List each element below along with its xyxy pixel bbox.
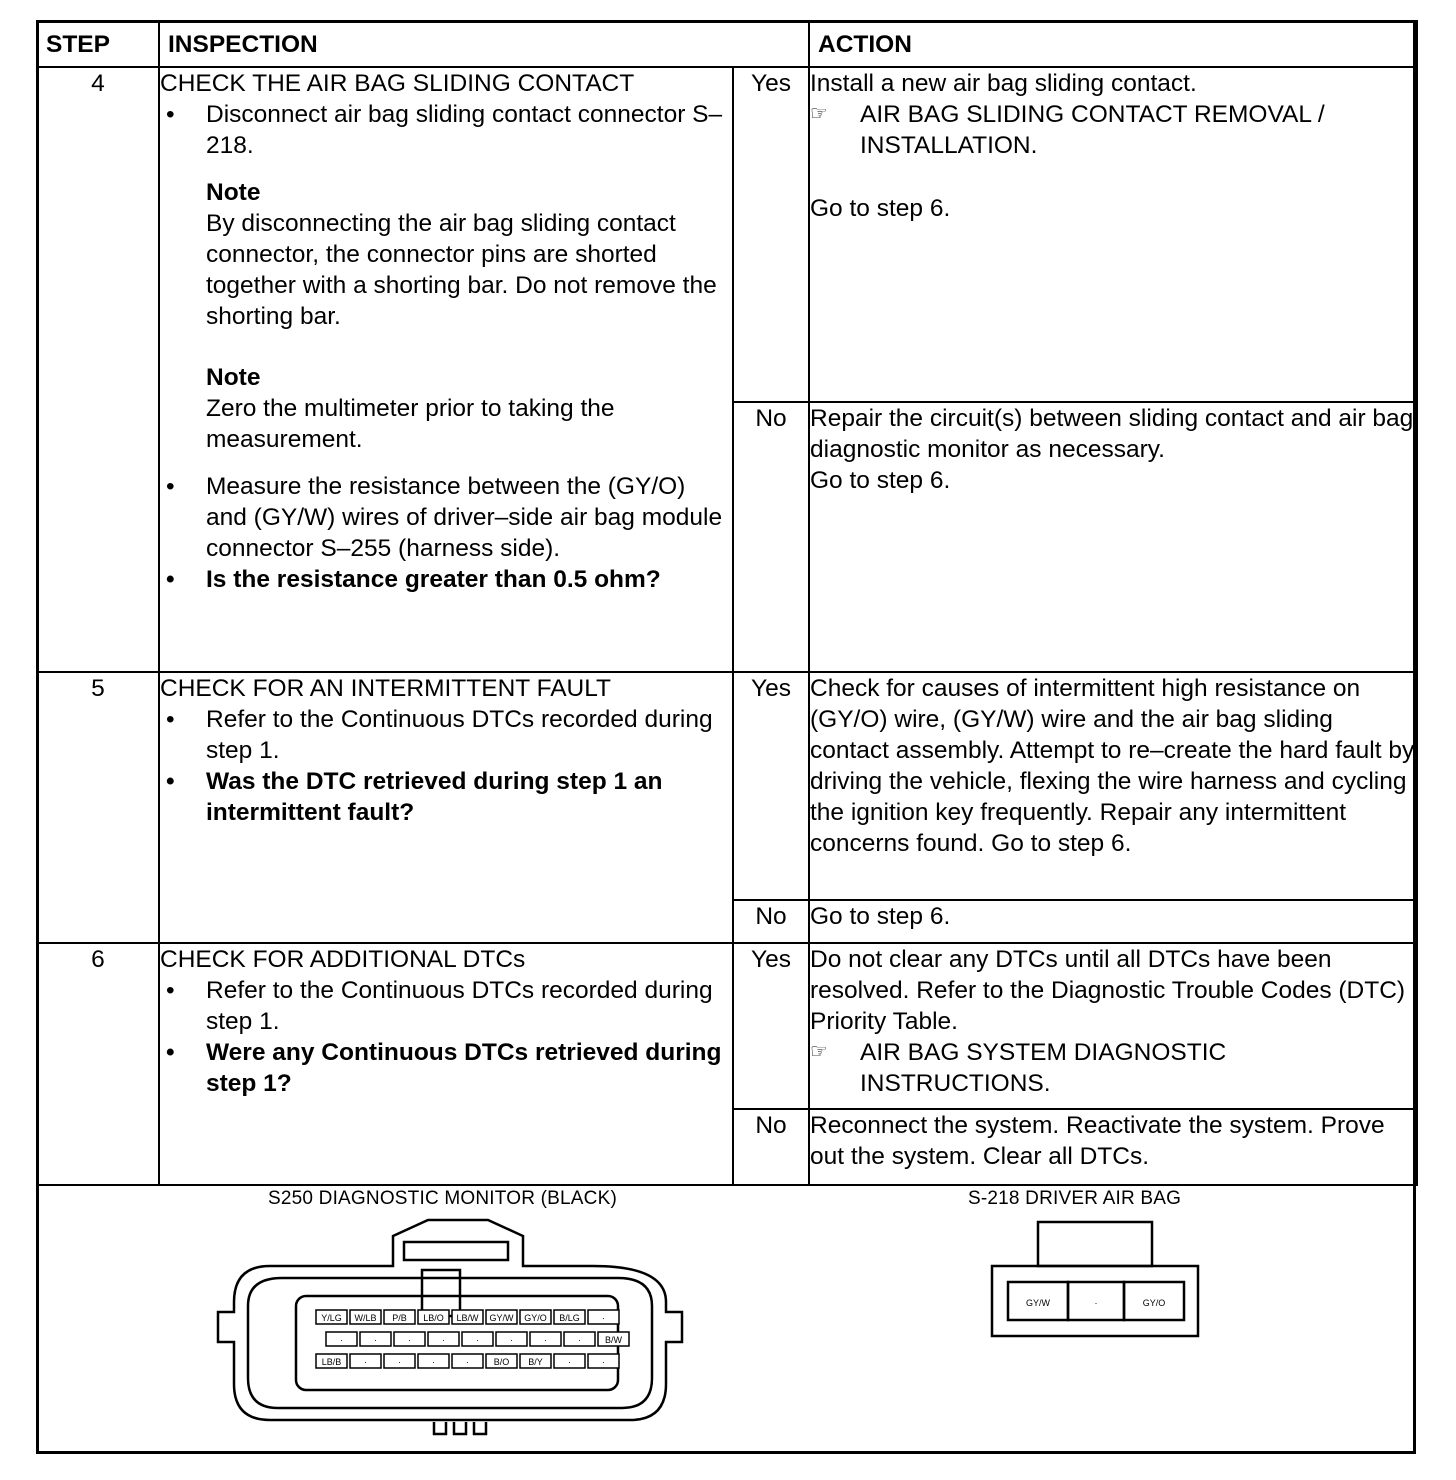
step-5-yes-label: Yes xyxy=(733,672,809,900)
pointing-hand-icon: ☞ xyxy=(810,1041,828,1063)
s250-row-2-pin-label: · xyxy=(340,1335,343,1345)
step-4-note-2-label: Note xyxy=(206,364,261,391)
pointing-hand-icon: ☞ xyxy=(810,103,828,125)
s218-pin-label: GY/O xyxy=(1142,1298,1166,1308)
step-6-no-action: Reconnect the system. Reactivate the system. Prove out the system. Clear all DTCs. xyxy=(809,1109,1417,1185)
step-5-bullet-2: • Was the DTC retrieved during step 1 an intermittent fault? xyxy=(160,766,732,828)
step-4-bullet-2: • Measure the resistance between the (GY/O) and (GY/W) wires of driver–side air bag module connector S–255 (harness side). xyxy=(160,471,732,564)
step-4-no-text: Repair the circuit(s) between sliding contact and air bag diagnostic monitor as necessary. xyxy=(810,405,1414,463)
header-inspection: INSPECTION xyxy=(159,21,809,67)
step-4-no-goto: Go to step 6. xyxy=(810,467,951,494)
s218-caption: S-218 DRIVER AIR BAG xyxy=(968,1188,1182,1209)
step-4-yes-row xyxy=(37,67,1417,402)
diagnostic-table xyxy=(36,20,1418,1186)
s250-row-1-pin-label: LB/W xyxy=(456,1313,479,1323)
step-6-yes-reference-text: AIR BAG SYSTEM DIAGNOSTIC INSTRUCTIONS. xyxy=(860,1039,1227,1097)
s250-row-3-pin-label: LB/B xyxy=(321,1357,342,1367)
s250-row-3-pin-label: B/O xyxy=(493,1357,510,1367)
step-5-yes-action: Check for causes of intermittent high resistance on (GY/O) wire, (GY/W) wire and the air bag sliding contact assembly. Attempt to re–create the hard fault by driving the vehicle, flexing the wire harness and cycling the ignition key frequently. Repair any intermittent concerns found. Go to step 6. xyxy=(809,672,1417,900)
step-6-title: CHECK FOR ADDITIONAL DTCs xyxy=(160,946,526,973)
s218-pin-label: GY/W xyxy=(1026,1298,1050,1308)
step-6-yes-label: Yes xyxy=(733,943,809,1109)
s250-row-1-pin-label: LB/O xyxy=(423,1313,444,1323)
step-4-note-2-text: Zero the multimeter prior to taking the measurement. xyxy=(206,395,615,453)
s250-row-1-pin-label: B/LG xyxy=(559,1313,580,1323)
step-4-title: CHECK THE AIR BAG SLIDING CONTACT xyxy=(160,70,635,97)
s250-row-1-pin-label: P/B xyxy=(392,1313,407,1323)
s250-row-1-pin-label: · xyxy=(602,1313,605,1323)
s250-row-3-pin-label: · xyxy=(398,1357,401,1367)
s250-caption: S250 DIAGNOSTIC MONITOR (BLACK) xyxy=(268,1188,617,1209)
connector-diagrams xyxy=(38,1186,1414,1452)
step-4-bullet-3: • Is the resistance greater than 0.5 ohm? xyxy=(160,564,732,595)
step-4-yes-label: Yes xyxy=(733,67,809,402)
header-row xyxy=(37,21,1417,67)
header-action: ACTION xyxy=(809,21,1417,67)
step-5-bullet-1: • Refer to the Continuous DTCs recorded during step 1. xyxy=(160,704,732,766)
step-5-no-action: Go to step 6. xyxy=(809,900,1417,943)
step-6-yes-reference xyxy=(810,1037,1416,1099)
s250-pin-grid xyxy=(316,1310,629,1368)
s250-row-3-pin-label: · xyxy=(432,1357,435,1367)
step-4-note-1-label: Note xyxy=(206,179,261,206)
header-step: STEP xyxy=(37,21,159,67)
s250-connector xyxy=(218,1220,682,1434)
step-4-yes-action xyxy=(809,67,1417,402)
step-6-yes-action xyxy=(809,943,1417,1109)
step-5-inspection xyxy=(159,672,733,943)
step-6-bullet-1: • Refer to the Continuous DTCs recorded during step 1. xyxy=(160,975,732,1037)
s250-row-1-pin-label: GY/W xyxy=(489,1313,514,1323)
step-5-yes-row xyxy=(37,672,1417,900)
s218-pin-labels xyxy=(1026,1298,1165,1308)
s250-row-2-pin-label: · xyxy=(408,1335,411,1345)
s218-pin-label: · xyxy=(1094,1298,1098,1308)
s250-row-2-pin-label: · xyxy=(442,1335,445,1345)
step-6-bullet-2: • Were any Continuous DTCs retrieved during step 1? xyxy=(160,1037,732,1099)
s250-row-2-pin-label: · xyxy=(374,1335,377,1345)
s250-row-3-pin-label: · xyxy=(466,1357,469,1367)
s250-row-2-pin-label: B/W xyxy=(605,1335,622,1345)
step-5-no-label: No xyxy=(733,900,809,943)
s250-row-1-pin-label: GY/O xyxy=(524,1313,547,1323)
step-5-title: CHECK FOR AN INTERMITTENT FAULT xyxy=(160,675,612,702)
step-4-yes-reference xyxy=(810,99,1416,161)
step-4-yes-goto: Go to step 6. xyxy=(810,195,951,222)
s250-row-3-pin-label: · xyxy=(602,1357,605,1367)
step-6-inspection xyxy=(159,943,733,1185)
step-4-bullet-1: • Disconnect air bag sliding contact connector S–218. xyxy=(160,99,732,161)
step-6-number: 6 xyxy=(37,943,159,1185)
step-6-no-label: No xyxy=(733,1109,809,1185)
step-4-yes-line: Install a new air bag sliding contact. xyxy=(810,70,1197,97)
s250-row-2-pin-label: · xyxy=(544,1335,547,1345)
step-6-yes-text: Do not clear any DTCs until all DTCs have been resolved. Refer to the Diagnostic Trouble Codes (DTC) Priority Table. xyxy=(810,946,1406,1035)
step-4-note-1-text: By disconnecting the air bag sliding contact connector, the connector pins are shorted together with a shorting bar. Do not remove the shorting bar. xyxy=(206,210,717,330)
step-4-no-label: No xyxy=(733,402,809,672)
connector-drawings xyxy=(38,1186,1414,1452)
step-4-inspection xyxy=(159,67,733,672)
s250-row-1-pin-label: W/LB xyxy=(354,1313,377,1323)
s250-row-3-pin-label: B/Y xyxy=(528,1357,543,1367)
s218-connector xyxy=(992,1222,1198,1336)
s250-row-3-pin-label: · xyxy=(568,1357,571,1367)
s250-row-3-pin-label: · xyxy=(364,1357,367,1367)
s250-row-2-pin-label: · xyxy=(578,1335,581,1345)
step-5-number: 5 xyxy=(37,672,159,943)
step-4-yes-reference-text: AIR BAG SLIDING CONTACT REMOVAL / INSTALLATION. xyxy=(860,101,1325,159)
s250-row-1-pin-label: Y/LG xyxy=(321,1313,342,1323)
step-4-no-action xyxy=(809,402,1417,672)
s250-row-2-pin-label: · xyxy=(476,1335,479,1345)
step-4-number: 4 xyxy=(37,67,159,672)
s250-row-2-pin-label: · xyxy=(510,1335,513,1345)
step-6-yes-row xyxy=(37,943,1417,1109)
